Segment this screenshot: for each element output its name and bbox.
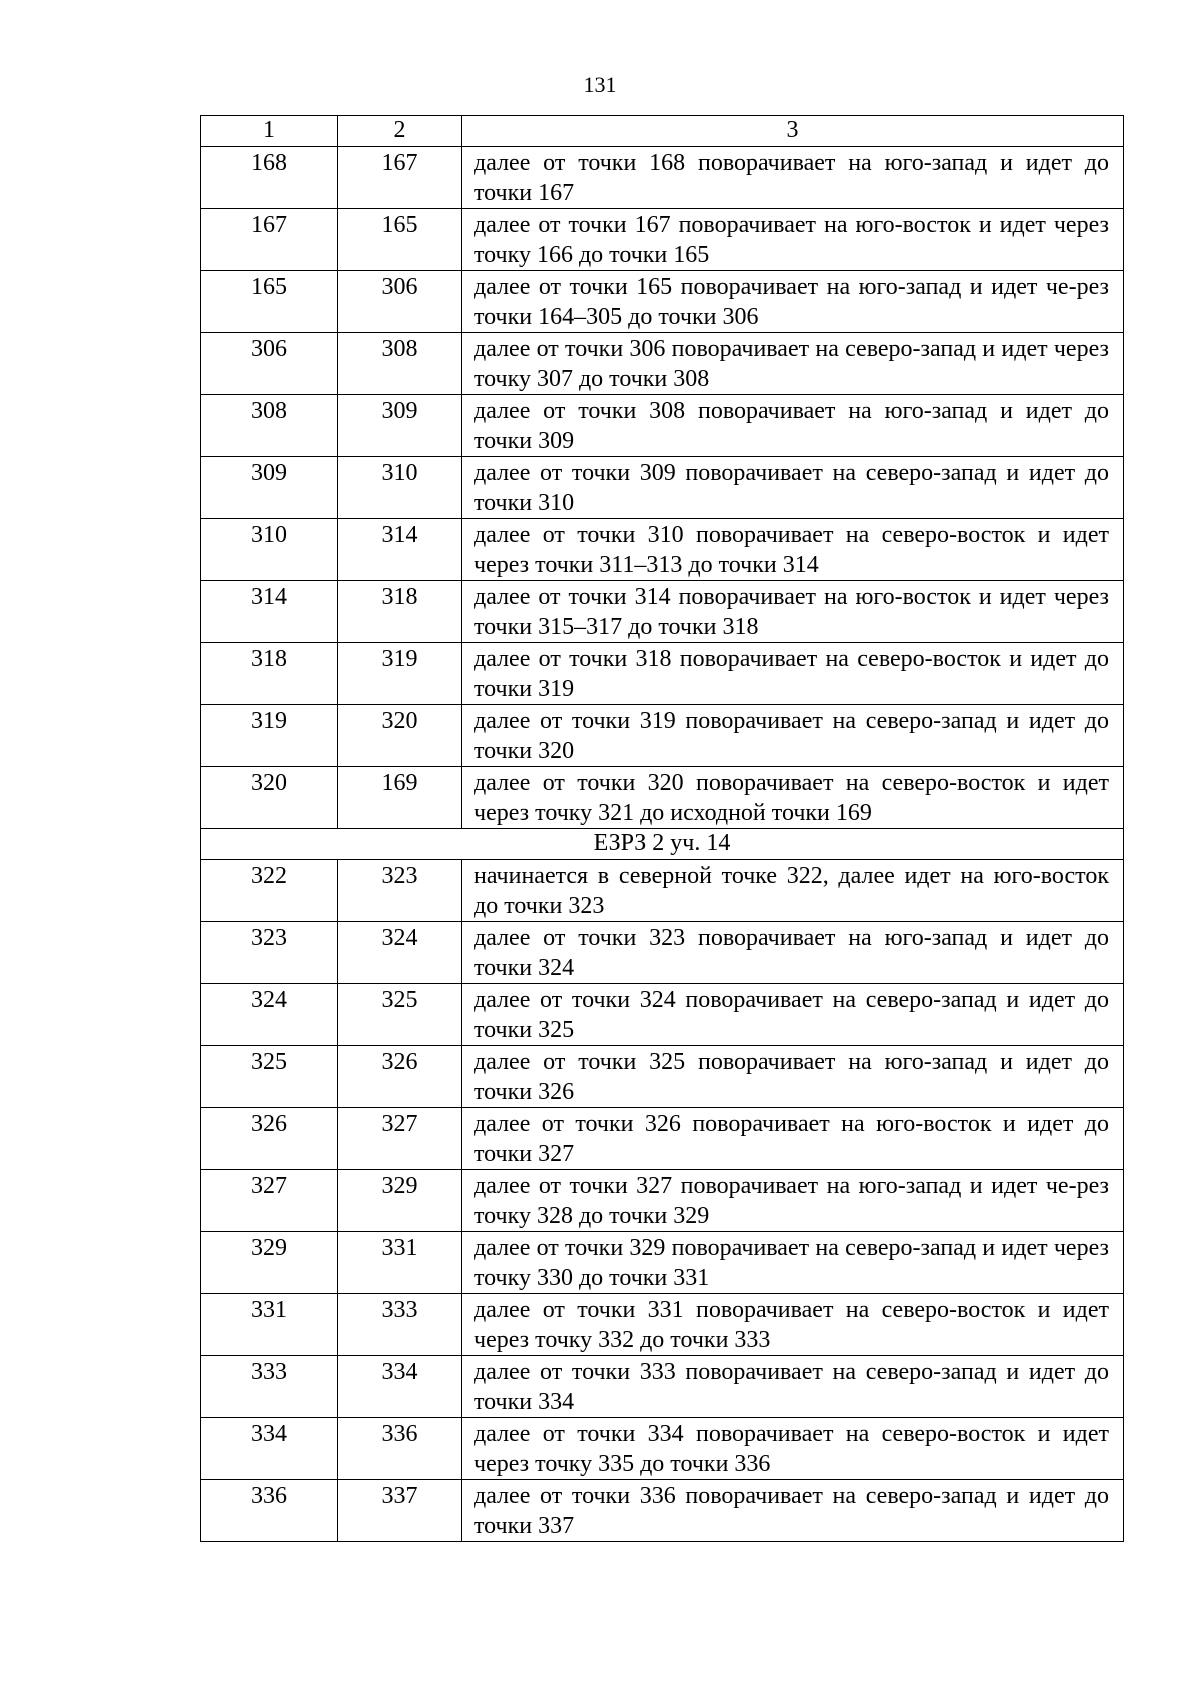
- point-from-cell: 326: [201, 1108, 338, 1170]
- point-to-cell: 323: [338, 860, 462, 922]
- point-from-cell: 309: [201, 457, 338, 519]
- description-cell: далее от точки 314 поворачивает на юго-восток и идет через точки 315–317 до точки 318: [462, 581, 1124, 643]
- description-cell: начинается в северной точке 322, далее идет на юго-восток до точки 323: [462, 860, 1124, 922]
- table-row: [201, 1232, 1124, 1294]
- table-row: [201, 922, 1124, 984]
- table-row: [201, 767, 1124, 829]
- table-row: [201, 1108, 1124, 1170]
- description-cell: далее от точки 306 поворачивает на северо-запад и идет через точку 307 до точки 308: [462, 333, 1124, 395]
- point-from-cell: 322: [201, 860, 338, 922]
- table-row: [201, 1356, 1124, 1418]
- table-row: [201, 271, 1124, 333]
- description-cell: далее от точки 319 поворачивает на северо-запад и идет до точки 320: [462, 705, 1124, 767]
- point-from-cell: 306: [201, 333, 338, 395]
- point-to-cell: 324: [338, 922, 462, 984]
- description-cell: далее от точки 327 поворачивает на юго-запад и идет че-рез точку 328 до точки 329: [462, 1170, 1124, 1232]
- point-to-cell: 334: [338, 1356, 462, 1418]
- table-header-row: [201, 116, 1124, 147]
- table-row: [201, 860, 1124, 922]
- point-from-cell: 165: [201, 271, 338, 333]
- description-cell: далее от точки 329 поворачивает на северо-запад и идет через точку 330 до точки 331: [462, 1232, 1124, 1294]
- point-to-cell: 310: [338, 457, 462, 519]
- point-to-cell: 308: [338, 333, 462, 395]
- point-from-cell: 327: [201, 1170, 338, 1232]
- table-row: [201, 457, 1124, 519]
- table-row: [201, 209, 1124, 271]
- point-to-cell: 169: [338, 767, 462, 829]
- point-to-cell: 329: [338, 1170, 462, 1232]
- point-to-cell: 314: [338, 519, 462, 581]
- point-to-cell: 325: [338, 984, 462, 1046]
- point-to-cell: 319: [338, 643, 462, 705]
- boundary-table: [200, 115, 1124, 1542]
- point-to-cell: 337: [338, 1480, 462, 1542]
- description-cell: далее от точки 167 поворачивает на юго-восток и идет через точку 166 до точки 165: [462, 209, 1124, 271]
- point-from-cell: 333: [201, 1356, 338, 1418]
- point-from-cell: 336: [201, 1480, 338, 1542]
- point-to-cell: 333: [338, 1294, 462, 1356]
- description-cell: далее от точки 331 поворачивает на северо-восток и идет через точку 332 до точки 333: [462, 1294, 1124, 1356]
- point-from-cell: 168: [201, 147, 338, 209]
- description-cell: далее от точки 168 поворачивает на юго-запад и идет до точки 167: [462, 147, 1124, 209]
- description-cell: далее от точки 165 поворачивает на юго-запад и идет че-рез точки 164–305 до точки 306: [462, 271, 1124, 333]
- description-cell: далее от точки 308 поворачивает на юго-запад и идет до точки 309: [462, 395, 1124, 457]
- table-row: [201, 1294, 1124, 1356]
- point-from-cell: 323: [201, 922, 338, 984]
- point-from-cell: 314: [201, 581, 338, 643]
- point-to-cell: 320: [338, 705, 462, 767]
- table-row: [201, 581, 1124, 643]
- table-row: [201, 1046, 1124, 1108]
- point-from-cell: 334: [201, 1418, 338, 1480]
- description-cell: далее от точки 323 поворачивает на юго-запад и идет до точки 324: [462, 922, 1124, 984]
- table-body: [201, 116, 1124, 1542]
- point-from-cell: 318: [201, 643, 338, 705]
- point-from-cell: 320: [201, 767, 338, 829]
- table-row: [201, 147, 1124, 209]
- description-cell: далее от точки 310 поворачивает на северо-восток и идет через точки 311–313 до точки 314: [462, 519, 1124, 581]
- table-row: [201, 333, 1124, 395]
- table-row: [201, 643, 1124, 705]
- point-to-cell: 331: [338, 1232, 462, 1294]
- column-header-3: 3: [462, 116, 1124, 147]
- point-to-cell: 167: [338, 147, 462, 209]
- table-row: [201, 519, 1124, 581]
- point-to-cell: 327: [338, 1108, 462, 1170]
- description-cell: далее от точки 333 поворачивает на северо-запад и идет до точки 334: [462, 1356, 1124, 1418]
- description-cell: далее от точки 334 поворачивает на северо-восток и идет через точку 335 до точки 336: [462, 1418, 1124, 1480]
- table-row: [201, 395, 1124, 457]
- description-cell: далее от точки 309 поворачивает на северо-запад и идет до точки 310: [462, 457, 1124, 519]
- column-header-2: 2: [338, 116, 462, 147]
- description-cell: далее от точки 318 поворачивает на северо-восток и идет до точки 319: [462, 643, 1124, 705]
- point-from-cell: 308: [201, 395, 338, 457]
- description-cell: далее от точки 324 поворачивает на северо-запад и идет до точки 325: [462, 984, 1124, 1046]
- point-from-cell: 167: [201, 209, 338, 271]
- description-cell: далее от точки 336 поворачивает на северо-запад и идет до точки 337: [462, 1480, 1124, 1542]
- point-from-cell: 319: [201, 705, 338, 767]
- point-from-cell: 324: [201, 984, 338, 1046]
- table-row: [201, 705, 1124, 767]
- point-from-cell: 329: [201, 1232, 338, 1294]
- point-from-cell: 325: [201, 1046, 338, 1108]
- table-row: [201, 1480, 1124, 1542]
- description-cell: далее от точки 325 поворачивает на юго-запад и идет до точки 326: [462, 1046, 1124, 1108]
- table-row: [201, 1418, 1124, 1480]
- table-row: [201, 984, 1124, 1046]
- point-to-cell: 336: [338, 1418, 462, 1480]
- section-row: [201, 829, 1124, 860]
- point-to-cell: 165: [338, 209, 462, 271]
- section-title: ЕЗРЗ 2 уч. 14: [201, 829, 1124, 860]
- table-row: [201, 1170, 1124, 1232]
- point-from-cell: 331: [201, 1294, 338, 1356]
- page-number: 131: [583, 72, 617, 97]
- description-cell: далее от точки 326 поворачивает на юго-восток и идет до точки 327: [462, 1108, 1124, 1170]
- point-to-cell: 306: [338, 271, 462, 333]
- point-to-cell: 326: [338, 1046, 462, 1108]
- point-to-cell: 318: [338, 581, 462, 643]
- point-to-cell: 309: [338, 395, 462, 457]
- description-cell: далее от точки 320 поворачивает на северо-восток и идет через точку 321 до исходной точки 169: [462, 767, 1124, 829]
- column-header-1: 1: [201, 116, 338, 147]
- point-from-cell: 310: [201, 519, 338, 581]
